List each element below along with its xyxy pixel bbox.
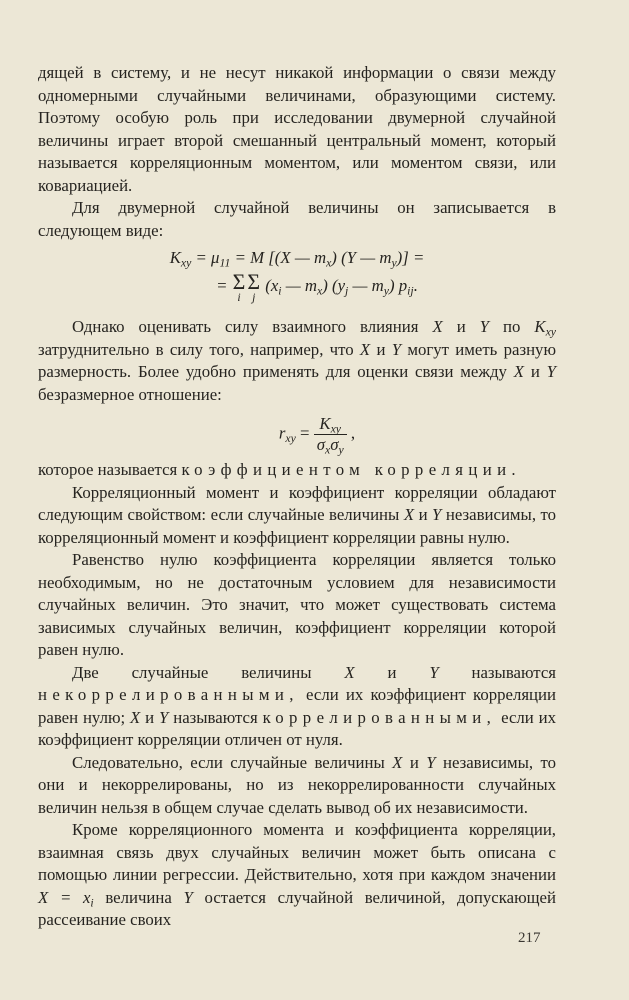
sum-j: Σ j xyxy=(247,270,261,304)
paragraph-7: Две случайные величины X и Y называются некоррелированными, если их коэффициент корреляции равен нулю; X и Y называются коррелированными, если их коэффициент корреляции отличен от нуля. xyxy=(38,662,557,749)
paragraph-4: которое называется коэффициентом корреляции. xyxy=(38,460,522,479)
paragraph-6: Равенство нулю коэффициента корреляции является только необходимым, но не достаточным условием для независимости случайных величин. Это значит, что может существовать система зависимых случайных величин, коэффициент корреляции которой равен нулю. xyxy=(38,550,556,659)
correlation-coefficient-formula: $r_{xy}$ = $\frac{K_{xy}}{\sigma_x\sigma_y}$ , xyxy=(278,414,356,457)
paragraph-3: Однако оценивать силу взаимного влияния X и Y по $K_{xy}$ затруднительно в силу того, например, что X и Y могут иметь разную размерность. Более удобно применять для оценки связи между X и Y безразмерное отношение: xyxy=(38,317,556,404)
paragraph-5: Корреляционный момент и коэффициент корреляции обладают следующим свойством: если случайные величины X и Y независимы, то корреляционный момент и коэффициент корреляции равны нулю. xyxy=(38,482,557,547)
term-correlation-coefficient: коэффициентом корреляции. xyxy=(181,460,522,479)
paragraph-9: Кроме корреляционного момента и коэффициента корреляции, взаимная связь двух случайных величин может быть описана с помощью линии регрессии. Действительно, хотя при каждом значении $X = x_i$ величина Y остается случайной величиной, допускающей рассеивание своих xyxy=(38,820,556,929)
term-uncorrelated: некоррелированными, xyxy=(38,685,299,704)
paragraph-8: Следовательно, если случайные величины X и Y независимы, то они и некоррелированы, но из некоррелированности случайных величин нельзя в общем случае сделать вывод об их независимости. xyxy=(38,752,556,817)
fraction xyxy=(314,414,347,455)
paragraph-2: Для двумерной случайной величины он записывается в следующем виде: xyxy=(38,198,556,240)
fraction-denominator: $\sigma_x\sigma_y$ xyxy=(316,435,344,457)
page-text xyxy=(38,62,556,932)
paragraph-1: дящей в систему, и не несут никакой информации о связи между одномерными случайными величинами, образующими систему. Поэтому особую роль при исследовании двумерной случайной величины играет второй смешанный центральный момент, который называется корреляционным моментом, или моментом связи, или ковариацией. xyxy=(38,63,556,195)
formula-row-1: $K_{xy} = \mu_{11} = M$ [(X — $m_x$) (Y — $m_y$)] = xyxy=(169,248,425,270)
sum-i: Σ i xyxy=(232,270,246,304)
covariance-formula xyxy=(38,244,556,306)
page-number: 217 xyxy=(518,930,541,946)
term-correlated: коррелированными, xyxy=(262,707,497,727)
fraction-numerator: $K_{xy}$ xyxy=(314,414,347,435)
formula-row-2: = Σ i Σ j ($x_i$ — $m_x$) ($y_j$ — $m_y$) $p_{ij}$. xyxy=(216,270,418,304)
